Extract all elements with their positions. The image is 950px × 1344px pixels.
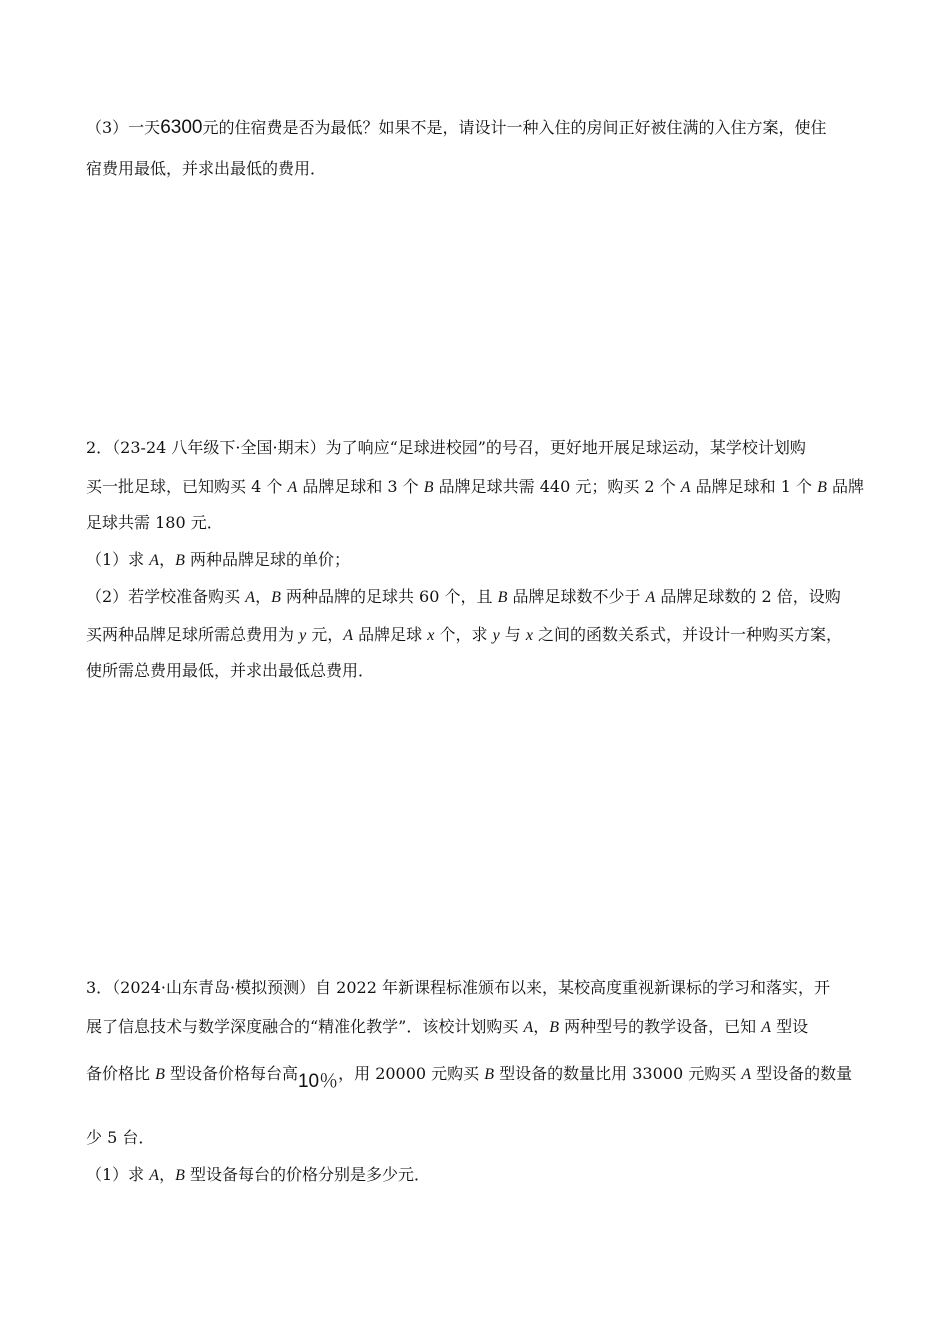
variable: A xyxy=(287,479,298,496)
text-segment: （1）求 xyxy=(86,1165,150,1184)
text-segment: 买两种品牌足球所需总费用为 xyxy=(86,625,300,644)
text-segment: ， xyxy=(533,1017,550,1036)
text-segment: 型设备价格每台高 xyxy=(164,1064,298,1083)
variable: B xyxy=(175,1167,185,1184)
text-segment: 品牌足球和 3 个 xyxy=(297,477,424,496)
text-segment: 与 xyxy=(499,625,526,644)
text-segment: 品牌 xyxy=(826,477,864,496)
text-segment: 备价格比 xyxy=(86,1064,156,1083)
q3-line2 xyxy=(86,1015,866,1040)
text-segment: ， xyxy=(159,1165,176,1184)
variable: B xyxy=(497,589,508,606)
variable: y xyxy=(299,627,307,644)
variable: y xyxy=(492,627,500,644)
text-segment: 元的住宿费是否为最低？如果不是，请设计一种入住的房间正好被住满的入住方案，使住 xyxy=(202,118,827,137)
number-6300: 6300 xyxy=(160,117,203,138)
variable: A xyxy=(149,552,160,569)
variable: A xyxy=(645,589,656,606)
variable: A xyxy=(245,589,256,606)
q2-line3: 足球共需 180 元． xyxy=(86,513,223,532)
variable: A xyxy=(523,1019,534,1036)
q2-line1: 2．（23-24 八年级下·全国·期末）为了响应“足球进校园”的号召，更好地开展足球运动，某学校计划购 xyxy=(86,438,806,457)
variable: x xyxy=(427,627,435,644)
variable: A xyxy=(343,627,354,644)
text-segment: 型设 xyxy=(771,1017,809,1036)
text-segment: 品牌足球数的 2 倍，设购 xyxy=(655,587,841,606)
percent-10: 10％ xyxy=(297,1071,339,1092)
q2-part1 xyxy=(86,548,866,573)
variable: B xyxy=(484,1066,495,1083)
variable: B xyxy=(423,479,434,496)
text-segment: 之间的函数关系式，并设计一种购买方案， xyxy=(532,625,843,644)
text-segment: （1）求 xyxy=(86,550,150,569)
variable: B xyxy=(549,1019,560,1036)
text-segment: 品牌足球数不少于 xyxy=(507,587,646,606)
text-segment: 型设备每台的价格分别是多少元． xyxy=(184,1165,430,1184)
q2-line2 xyxy=(86,475,866,500)
variable: A xyxy=(680,479,691,496)
variable: x xyxy=(525,627,533,644)
text-segment: 两种品牌的足球共 60 个，且 xyxy=(280,587,498,606)
text-segment: ， xyxy=(255,587,272,606)
text-segment: 元， xyxy=(306,625,344,644)
text-segment: 展了信息技术与数学深度融合的“精准化教学”．该校计划购买 xyxy=(86,1017,524,1036)
text-segment: 品牌足球 xyxy=(353,625,428,644)
q2-part2-line2 xyxy=(86,623,866,648)
text-segment: 型设备的数量比用 33000 元购买 xyxy=(494,1064,742,1083)
text-segment: ，用 20000 元购买 xyxy=(338,1064,485,1083)
variable: A xyxy=(761,1019,771,1036)
q1-part3-line1 xyxy=(86,116,866,140)
text-segment: 品牌足球和 1 个 xyxy=(690,477,818,496)
variable: B xyxy=(175,552,185,569)
text-segment: 两种品牌足球的单价； xyxy=(184,550,350,569)
text-segment: ， xyxy=(159,550,176,569)
variable: A xyxy=(149,1167,160,1184)
text-segment: 两种型号的教学设备，已知 xyxy=(559,1017,762,1036)
variable: A xyxy=(741,1066,752,1083)
q3-line1: 3．（2024·山东青岛·模拟预测）自 2022 年新课程标准颁布以来，某校高度重视新课标的学习和落实，开 xyxy=(86,978,830,997)
q1-part3-line2: 宿费用最低，并求出最低的费用． xyxy=(86,159,327,178)
q3-line3 xyxy=(86,1062,866,1092)
text-segment: （3）一天 xyxy=(86,118,161,137)
variable: B xyxy=(817,479,827,496)
text-segment: 买一批足球，已知购买 4 个 xyxy=(86,477,288,496)
text-segment: 品牌足球共需 440 元；购买 2 个 xyxy=(433,477,681,496)
q2-part2-line3: 使所需总费用最低，并求出最低总费用． xyxy=(86,661,375,680)
q3-line4: 少 5 台． xyxy=(86,1128,155,1147)
q3-part1 xyxy=(86,1163,866,1188)
text-segment: （2）若学校准备购买 xyxy=(86,587,246,606)
text-segment: 个，求 xyxy=(434,625,493,644)
variable: B xyxy=(155,1066,165,1083)
text-segment: 型设备的数量 xyxy=(751,1064,853,1083)
variable: B xyxy=(271,589,281,606)
q2-part2-line1 xyxy=(86,585,866,610)
